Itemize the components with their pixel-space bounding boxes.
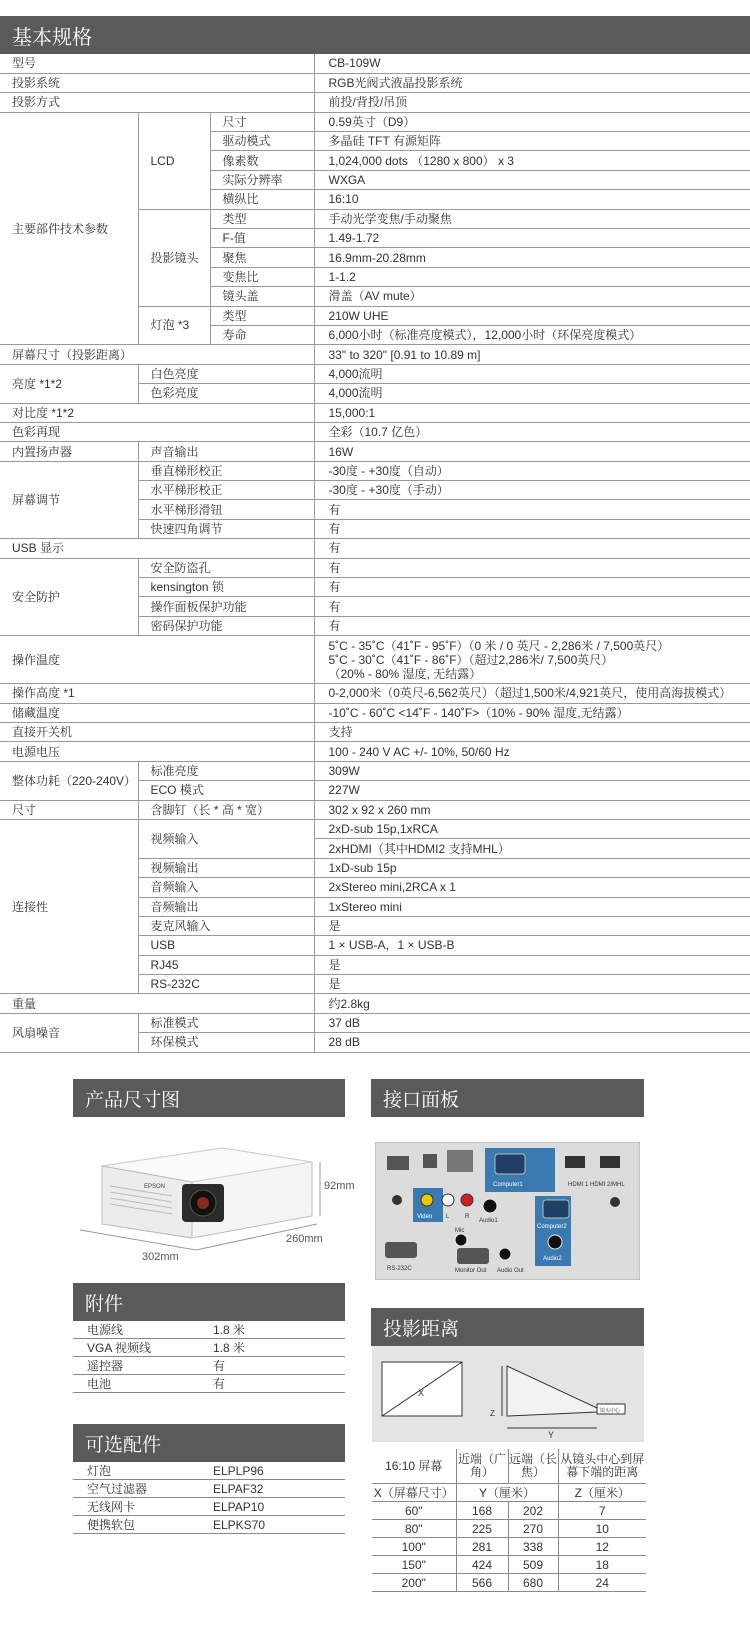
hdmi1-port (565, 1156, 585, 1168)
table-cell: 10 (558, 1520, 646, 1538)
spec-label: 麦克风输入 (138, 916, 314, 935)
spec-group-label: 整体功耗（220-240V） (0, 761, 138, 800)
option-model: ELPLP96 (199, 1462, 345, 1480)
spec-label: ECO 模式 (138, 781, 314, 800)
spec-title: 基本规格 (0, 16, 750, 54)
spec-label: 声音输出 (138, 442, 314, 461)
screw-icon (610, 1197, 620, 1207)
spec-label: 镜头盖 (210, 287, 314, 306)
spec-label: RS-232C (138, 975, 314, 994)
hdmi2-port (600, 1156, 620, 1168)
spec-value: 16.9mm-20.28mm (314, 248, 750, 267)
table-cell: 202 (508, 1502, 558, 1520)
spec-label: 像素数 (210, 151, 314, 170)
table-row (0, 93, 750, 112)
spec-label: 快速四角调节 (138, 519, 314, 538)
spec-label: 类型 (210, 209, 314, 228)
spec-value: RGB光阀式液晶投影系统 (314, 73, 750, 92)
table-cell: 60" (372, 1502, 456, 1520)
spec-value: 有 (314, 597, 750, 616)
spec-value: 100 - 240 V AC +/- 10%, 50/60 Hz (314, 742, 750, 761)
optional-title: 可选配件 (73, 1424, 345, 1462)
diagram-label-y: Y (548, 1430, 555, 1440)
spec-value: 1-1.2 (314, 267, 750, 286)
port-label: Computer2 (537, 1224, 567, 1230)
audio-out-port (499, 1248, 511, 1260)
table-cell: 18 (558, 1556, 646, 1574)
ports-title: 接口面板 (371, 1079, 644, 1117)
spec-value: 0.59英寸（D9） (314, 112, 750, 131)
spec-value: 210W UHE (314, 306, 750, 325)
spec-label: 对比度 *1*2 (0, 403, 314, 422)
port-label: RS-232C (387, 1266, 412, 1272)
table-cell: 424 (456, 1556, 508, 1574)
table-row (0, 442, 750, 461)
spec-label: 横纵比 (210, 190, 314, 209)
option-model: ELPKS70 (199, 1516, 345, 1534)
spec-value: 1xStereo mini (314, 897, 750, 916)
table-header-row (372, 1449, 646, 1484)
table-cell: 270 (508, 1520, 558, 1538)
table-row (0, 422, 750, 441)
spec-value: 0-2,000米（0英尺-6,562英尺）（超过1,500米/4,921英尺，使用高海拔模式） (314, 684, 750, 703)
table-row (73, 1480, 345, 1498)
spec-label: USB 显示 (0, 539, 314, 558)
spec-value: 是 (314, 955, 750, 974)
spec-label: 电源电压 (0, 742, 314, 761)
spec-subgroup-label: 灯泡 *3 (138, 306, 210, 345)
usb-b-port (423, 1154, 437, 1168)
spec-label: 变焦比 (210, 267, 314, 286)
table-row (0, 364, 750, 383)
table-cell: 12 (558, 1538, 646, 1556)
dim-height-label: 92mm (324, 1180, 355, 1192)
table-row (73, 1339, 345, 1357)
dim-depth-label: 260mm (286, 1233, 323, 1245)
column-header: 从镜头中心到屏幕下端的距离 (558, 1449, 646, 1484)
spec-value: 28 dB (314, 1033, 750, 1052)
table-cell: 24 (558, 1574, 646, 1592)
spec-value: CB-109W (314, 54, 750, 73)
table-row (0, 1013, 750, 1032)
spec-label: 音频输出 (138, 897, 314, 916)
table-row (0, 345, 750, 364)
table-row (0, 636, 750, 684)
spec-label: 环保模式 (138, 1033, 314, 1052)
port-label: Video (417, 1214, 433, 1220)
accessory-value: 有 (199, 1357, 345, 1375)
table-row (0, 703, 750, 722)
port-label: Audio2 (543, 1256, 562, 1262)
spec-value: 1.49-1.72 (314, 229, 750, 248)
dims-title: 产品尺寸图 (73, 1079, 345, 1117)
table-row (372, 1502, 646, 1520)
spec-group-label: 安全防护 (0, 558, 138, 636)
spec-value: -30度 - +30度（自动） (314, 461, 750, 480)
spec-value: 前投/背投/吊顶 (314, 93, 750, 112)
spec-value: 37 dB (314, 1013, 750, 1032)
spec-value: 是 (314, 975, 750, 994)
spec-value: 支持 (314, 723, 750, 742)
table-cell: 225 (456, 1520, 508, 1538)
spec-label: 水平梯形校正 (138, 481, 314, 500)
spec-label: USB (138, 936, 314, 955)
column-header: 远端（长焦） (508, 1449, 558, 1484)
spec-value: 有 (314, 616, 750, 635)
spec-group-label: 连接性 (0, 819, 138, 994)
spec-label: 实际分辨率 (210, 170, 314, 189)
table-row (73, 1462, 345, 1480)
accessory-value: 1.8 米 (199, 1321, 345, 1339)
spec-value: 6,000小时（标准亮度模式），12,000小时（环保亮度模式） (314, 325, 750, 344)
option-name: 无线网卡 (73, 1498, 199, 1516)
table-row (0, 742, 750, 761)
spec-value: 302 x 92 x 260 mm (314, 800, 750, 819)
spec-label: 白色亮度 (138, 364, 314, 383)
table-row (73, 1498, 345, 1516)
table-cell: 7 (558, 1502, 646, 1520)
spec-label: 尺寸 (210, 112, 314, 131)
spec-label: 驱动模式 (210, 132, 314, 151)
interface-panel-image (375, 1142, 640, 1280)
computer2-port (543, 1200, 569, 1218)
spec-label: 聚焦 (210, 248, 314, 267)
audio1-port (483, 1199, 497, 1213)
table-row (0, 73, 750, 92)
spec-value: 有 (314, 539, 750, 558)
spec-value: 15,000:1 (314, 403, 750, 422)
table-cell: 281 (456, 1538, 508, 1556)
spec-label: 垂直梯形校正 (138, 461, 314, 480)
audio-l-port (442, 1194, 454, 1206)
table-subheader-row (372, 1484, 646, 1502)
column-header: X（屏幕尺寸） (372, 1484, 456, 1502)
table-row (0, 761, 750, 780)
port-label: Audio1 (479, 1218, 498, 1224)
spec-value: -10˚C - 60˚C <14˚F - 140˚F>（10% - 90% 湿度,无结露） (314, 703, 750, 722)
table-cell: 338 (508, 1538, 558, 1556)
spec-label: 操作面板保护功能 (138, 597, 314, 616)
spec-label: 重量 (0, 994, 314, 1013)
spec-label: 型号 (0, 54, 314, 73)
table-row (372, 1574, 646, 1592)
table-row (0, 819, 750, 838)
spec-label: 色彩亮度 (138, 384, 314, 403)
spec-value: 滑盖（AV mute） (314, 287, 750, 306)
port-label: Audio Out (497, 1268, 524, 1274)
spec-value: 手动光学变焦/手动聚焦 (314, 209, 750, 228)
diagram-label-z: Z (490, 1409, 495, 1418)
spec-label: 直接开关机 (0, 723, 314, 742)
port-label: L (446, 1214, 450, 1220)
column-header: Z（厘米） (558, 1484, 646, 1502)
table-cell: 200" (372, 1574, 456, 1592)
column-header: 16:10 屏幕 (372, 1449, 456, 1484)
spec-value: 16W (314, 442, 750, 461)
table-cell: 168 (456, 1502, 508, 1520)
spec-value: 2xStereo mini,2RCA x 1 (314, 878, 750, 897)
accessories-table (73, 1321, 345, 1393)
spec-value: 1xD-sub 15p (314, 858, 750, 877)
spec-value: 2xHDMI（其中HDMI2 支持MHL） (314, 839, 750, 858)
spec-label: 储藏温度 (0, 703, 314, 722)
spec-label: 屏幕尺寸（投影距离） (0, 345, 314, 364)
spec-label: F-值 (210, 229, 314, 248)
spec-subgroup-label: LCD (138, 112, 210, 209)
option-name: 便携软包 (73, 1516, 199, 1534)
spec-label: 操作高度 *1 (0, 684, 314, 703)
spec-value: 全彩（10.7 亿色） (314, 422, 750, 441)
table-row (73, 1321, 345, 1339)
rj45-port (447, 1150, 473, 1172)
spec-label: 投影方式 (0, 93, 314, 112)
dim-width-label: 302mm (142, 1251, 179, 1263)
spec-label: 色彩再现 (0, 422, 314, 441)
table-cell: 150" (372, 1556, 456, 1574)
spec-value: 227W (314, 781, 750, 800)
table-row (0, 461, 750, 480)
spec-value: 有 (314, 519, 750, 538)
spec-value-line: 5˚C - 35˚C（41˚F - 95˚F）（0 米 / 0 英尺 - 2,286米 / 7,500英尺） (328, 638, 670, 653)
table-row (0, 994, 750, 1013)
spec-label: kensington 锁 (138, 578, 314, 597)
table-row (0, 723, 750, 742)
screw-icon (392, 1195, 402, 1205)
spec-value: 309W (314, 761, 750, 780)
port-label: Monitor Out (455, 1268, 487, 1274)
optional-table (73, 1462, 345, 1534)
distance-table (372, 1449, 646, 1592)
spec-value: 有 (314, 558, 750, 577)
usb-a-port (387, 1156, 409, 1170)
spec-value: 4,000流明 (314, 364, 750, 383)
spec-label: 含脚钉（长 * 高 * 宽） (138, 800, 314, 819)
spec-label: 投影系统 (0, 73, 314, 92)
spec-label: 视频输入 (138, 819, 314, 858)
table-row (0, 800, 750, 819)
audio-r-port (461, 1194, 473, 1206)
table-row (0, 684, 750, 703)
table-row (0, 54, 750, 73)
rs232c-port (385, 1242, 417, 1258)
table-row (372, 1520, 646, 1538)
table-row (0, 539, 750, 558)
spec-value: 16:10 (314, 190, 750, 209)
spec-label: 寿命 (210, 325, 314, 344)
table-row (0, 112, 750, 131)
spec-value: 2xD-sub 15p,1xRCA (314, 819, 750, 838)
spec-value: 1 × USB-A，1 × USB-B (314, 936, 750, 955)
option-name: 空气过滤器 (73, 1480, 199, 1498)
spec-label: 密码保护功能 (138, 616, 314, 635)
table-row (372, 1556, 646, 1574)
spec-value: 多晶硅 TFT 有源矩阵 (314, 132, 750, 151)
option-model: ELPAP10 (199, 1498, 345, 1516)
spec-value: 33" to 320" [0.91 to 10.89 m] (314, 345, 750, 364)
spec-group-label: 风扇噪音 (0, 1013, 138, 1052)
diagram-lens-label: 镜头中心 (600, 1408, 621, 1414)
option-model: ELPAF32 (199, 1480, 345, 1498)
spec-value-line: （20% - 80% 湿度, 无结露） (328, 666, 482, 681)
port-label: Computer1 (493, 1182, 523, 1188)
table-row (73, 1357, 345, 1375)
projector-brand-text: EPSON (144, 1184, 166, 1190)
accessory-value: 有 (199, 1375, 345, 1393)
table-cell: 80" (372, 1520, 456, 1538)
spec-value: 1,024,000 dots （1280 x 800） x 3 (314, 151, 750, 170)
spec-value: 约2.8kg (314, 994, 750, 1013)
table-row (0, 403, 750, 422)
accessories-title: 附件 (73, 1283, 345, 1321)
computer1-port (495, 1154, 525, 1174)
distance-title: 投影距离 (371, 1308, 644, 1346)
spec-group-label: 亮度 *1*2 (0, 364, 138, 403)
spec-label: 操作温度 (0, 636, 314, 684)
audio2-port (548, 1235, 562, 1249)
spec-label: 音频输入 (138, 878, 314, 897)
spec-label: 视频输出 (138, 858, 314, 877)
port-label: HDMI 1 (568, 1182, 589, 1188)
column-header: 近端（广角） (456, 1449, 508, 1484)
spec-subgroup-label: 投影镜头 (138, 209, 210, 306)
accessory-name: VGA 视频线 (73, 1339, 199, 1357)
spec-label: 尺寸 (0, 800, 138, 819)
port-label: Mic (455, 1228, 465, 1234)
table-cell: 100" (372, 1538, 456, 1556)
spec-label: 标准模式 (138, 1013, 314, 1032)
accessory-value: 1.8 米 (199, 1339, 345, 1357)
table-cell: 509 (508, 1556, 558, 1574)
port-label: HDMI 2/MHL (590, 1182, 625, 1188)
spec-value: 有 (314, 500, 750, 519)
accessory-name: 遥控器 (73, 1357, 199, 1375)
spec-value-line: 5˚C - 30˚C（41˚F - 86˚F）（超过2,286米/ 7,500英尺） (328, 652, 614, 667)
port-label: R (465, 1214, 470, 1220)
spec-label: 内置扬声器 (0, 442, 138, 461)
table-row (73, 1375, 345, 1393)
spec-value: -30度 - +30度（手动） (314, 481, 750, 500)
column-header: Y（厘米） (456, 1484, 558, 1502)
accessory-name: 电源线 (73, 1321, 199, 1339)
table-cell: 566 (456, 1574, 508, 1592)
spec-label: 水平梯形滑钮 (138, 500, 314, 519)
spec-value: 有 (314, 578, 750, 597)
option-name: 灯泡 (73, 1462, 199, 1480)
diagram-label-x: X (418, 1388, 425, 1398)
accessory-name: 电池 (73, 1375, 199, 1393)
spec-label: RJ45 (138, 955, 314, 974)
table-row (73, 1516, 345, 1534)
spec-group-label: 屏幕调节 (0, 461, 138, 539)
projector-dimension-drawing (72, 1126, 362, 1264)
spec-label: 标准亮度 (138, 761, 314, 780)
spec-value: 是 (314, 916, 750, 935)
spec-label: 类型 (210, 306, 314, 325)
spec-value: 4,000流明 (314, 384, 750, 403)
table-row (372, 1538, 646, 1556)
video-port (421, 1194, 433, 1206)
spec-value (314, 636, 750, 684)
table-row (0, 558, 750, 577)
monitor-out-port (457, 1248, 489, 1264)
mic-port (455, 1234, 467, 1246)
spec-group-label: 主要部件技术参数 (0, 112, 138, 345)
spec-value: WXGA (314, 170, 750, 189)
projection-distance-diagram (372, 1346, 644, 1442)
spec-label: 安全防盗孔 (138, 558, 314, 577)
spec-table (0, 54, 750, 1053)
table-cell: 680 (508, 1574, 558, 1592)
